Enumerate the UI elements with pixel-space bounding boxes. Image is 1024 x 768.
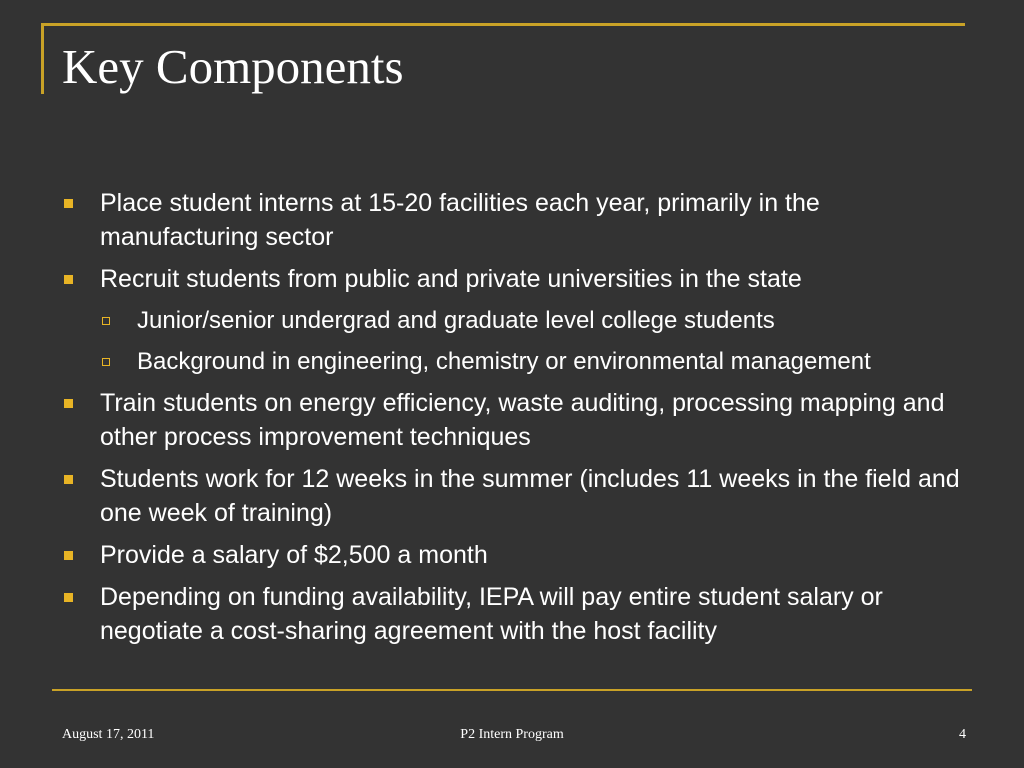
list-item	[62, 386, 962, 454]
sub-list-item	[62, 345, 962, 378]
bullet-text: Recruit students from public and private universities in the state	[100, 265, 802, 293]
square-bullet-icon	[64, 399, 73, 408]
footer-program: P2 Intern Program	[460, 727, 564, 742]
footer-divider	[52, 689, 972, 691]
square-bullet-icon	[64, 551, 73, 560]
hollow-square-bullet-icon	[102, 358, 110, 366]
bullet-text: Provide a salary of $2,500 a month	[100, 541, 488, 569]
sub-bullet-text: Junior/senior undergrad and graduate level college students	[137, 307, 775, 334]
sub-bullet-text: Background in engineering, chemistry or environmental management	[137, 348, 871, 375]
bullet-text: Students work for 12 weeks in the summer (includes 11 weeks in the field and one week of training)	[100, 465, 960, 527]
bullet-text: Depending on funding availability, IEPA will pay entire student salary or negotiate a cost-sharing agreement with the host facility	[100, 583, 883, 645]
slide-title: Key Components	[62, 39, 404, 94]
list-item	[62, 462, 962, 530]
hollow-square-bullet-icon	[102, 317, 110, 325]
bullet-list	[62, 186, 962, 656]
sub-list-item	[62, 304, 962, 337]
square-bullet-icon	[64, 275, 73, 284]
list-item	[62, 262, 962, 296]
list-item	[62, 186, 962, 254]
bullet-text: Train students on energy efficiency, waste auditing, processing mapping and other process improvement techniques	[100, 389, 945, 451]
bullet-text: Place student interns at 15-20 facilities each year, primarily in the manufacturing sector	[100, 189, 820, 251]
list-item	[62, 538, 962, 572]
frame-left-line	[41, 23, 44, 94]
square-bullet-icon	[64, 475, 73, 484]
list-item	[62, 580, 962, 648]
footer-date: August 17, 2011	[62, 727, 155, 742]
square-bullet-icon	[64, 593, 73, 602]
square-bullet-icon	[64, 199, 73, 208]
page-number: 4	[959, 727, 966, 742]
frame-top-line	[41, 23, 965, 26]
